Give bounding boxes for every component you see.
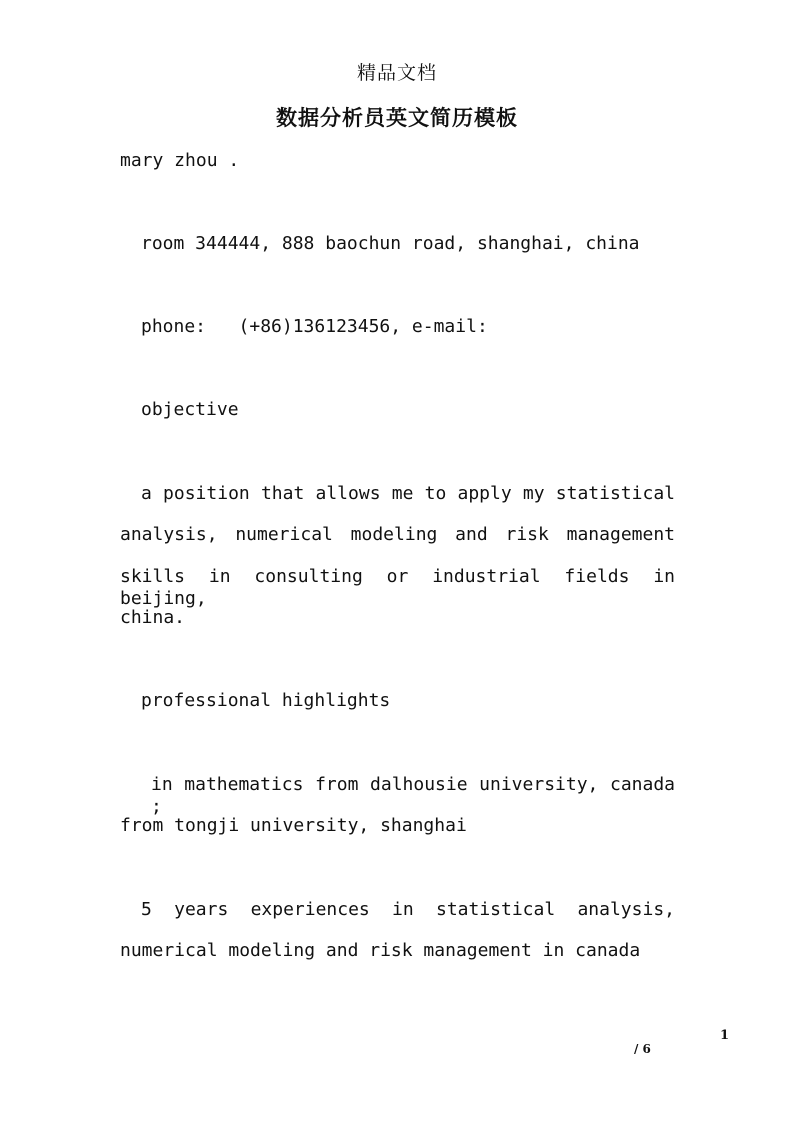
highlight-2-line-1: 5 years experiences in statistical analysis, (141, 899, 675, 920)
address-line: room 344444, 888 baochun road, shanghai, china (141, 233, 640, 254)
objective-line-3: skills in consulting or industrial fields in beijing, (120, 566, 675, 609)
document-header-label: 精品文档 (356, 62, 437, 84)
contact-line: phone: (+86)136123456, e-mail: (141, 316, 488, 337)
highlight-1-line-1: in mathematics from dalhousie university, canada ; (151, 774, 675, 817)
highlights-heading: professional highlights (141, 690, 391, 711)
document-title: 数据分析员英文简历模板 (276, 105, 518, 130)
highlight-1-line-2: from tongji university, shanghai (120, 815, 467, 836)
resume-name: mary zhou . (120, 150, 240, 171)
page-total: / 6 (634, 1042, 651, 1056)
objective-heading: objective (141, 399, 239, 420)
page-number: 1 (720, 1028, 730, 1043)
objective-line-4: china. (120, 607, 186, 628)
highlight-2-line-2: numerical modeling and risk management in canada (120, 940, 641, 961)
objective-line-1: a position that allows me to apply my statistical (141, 483, 675, 504)
objective-line-2: analysis, numerical modeling and risk management (120, 524, 675, 545)
